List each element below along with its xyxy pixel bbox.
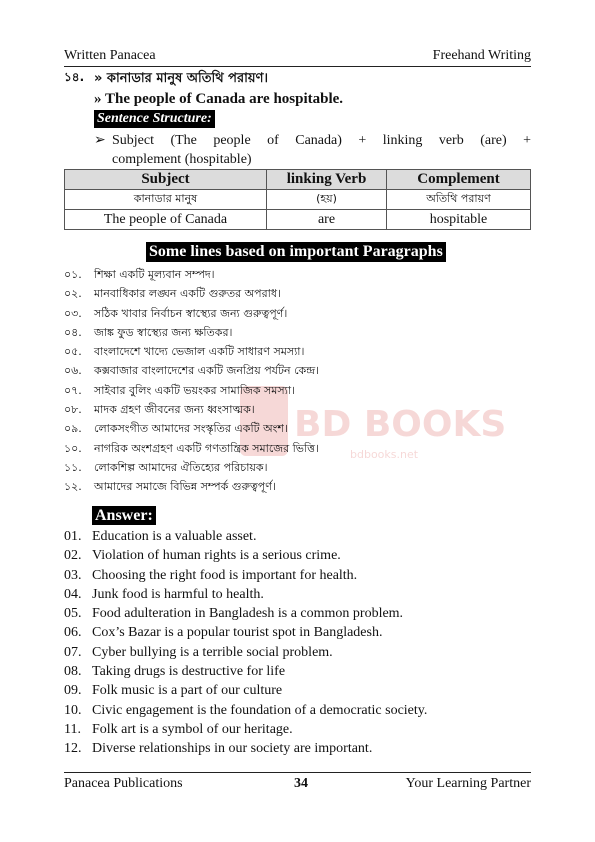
structure-word: Subject [112, 133, 154, 148]
list-item [64, 265, 319, 284]
question-english: » The people of Canada are hospitable. [94, 91, 344, 107]
item-text: সঠিক খাবার নির্বাচন স্বাস্থ্যের জন্য গুরুত্বপূর্ণ। [94, 306, 288, 320]
item-number: 11. [64, 721, 81, 737]
item-number: 02. [64, 548, 82, 564]
answers-list [64, 527, 427, 759]
item-number: 08. [64, 664, 82, 680]
item-text: Junk food is harmful to health. [92, 586, 264, 602]
item-text: Food adulteration in Bangladesh is a common problem. [92, 606, 404, 622]
item-text: Diverse relationships in our society are important. [92, 741, 373, 757]
structure-word: of [267, 133, 279, 148]
table-cell: are [267, 210, 387, 230]
header-right: Freehand Writing [432, 48, 531, 63]
item-number: ০৫. [64, 345, 82, 359]
bangla-lines-list [64, 265, 319, 497]
list-item [64, 458, 319, 477]
item-number: ০২. [64, 287, 82, 301]
table-row [65, 210, 531, 230]
section-title: Some lines based on important Paragraphs [146, 242, 446, 262]
table-header: Complement [387, 170, 531, 190]
list-item [64, 739, 427, 758]
list-item [64, 701, 427, 720]
item-text: সাইবার বুলিং একটি ভয়ংকর সামাজিক সমস্যা। [94, 383, 295, 397]
item-text: আমাদের সমাজে বিভিন্ন সম্পর্ক গুরুত্বপূর্ণ। [94, 480, 276, 494]
list-item [64, 342, 319, 361]
item-text: বাংলাদেশে খাদ্যে ভেজাল একটি সাধারণ সমস্যা। [94, 345, 305, 359]
table-cell: অতিথি পরায়ণ [387, 190, 531, 210]
structure-word: Canada) [295, 133, 342, 148]
watermark-url: bdbooks.net [350, 448, 419, 461]
structure-word: people [213, 133, 251, 148]
structure-word: (are) [480, 133, 507, 148]
structure-word: (The [170, 133, 197, 148]
item-number: 01. [64, 529, 82, 544]
item-text: Education is a valuable asset. [92, 529, 257, 544]
item-number: ১১. [64, 460, 82, 474]
item-text: নাগরিক অংশগ্রহণ একটি গণতান্ত্রিক সমাজের ভিত্তি। [94, 441, 319, 455]
question-bangla: » কানাডার মানুষ অতিথি পরায়ণ। [94, 71, 269, 86]
list-item [64, 400, 319, 419]
table-cell: কানাডার মানুষ [65, 190, 267, 210]
structure-line-2: complement (hospitable) [112, 152, 252, 167]
item-number: ০৯. [64, 422, 82, 436]
item-number: 04. [64, 586, 82, 602]
item-text: Civic engagement is the foundation of a democratic society. [92, 702, 428, 718]
item-text: লোকসংগীত আমাদের সংস্কৃতির একটি অংশ। [94, 422, 288, 436]
list-item [64, 381, 319, 400]
list-item [64, 566, 427, 585]
footer-rule [64, 772, 531, 773]
item-number: ০৮. [64, 403, 82, 417]
list-item [64, 643, 427, 662]
item-number: ০১. [64, 268, 82, 281]
item-text: Cyber bullying is a terrible social problem. [92, 644, 333, 660]
list-item [64, 546, 427, 565]
item-number: 06. [64, 625, 82, 641]
item-number: ০৩. [64, 306, 82, 320]
header-rule [64, 66, 531, 67]
page-footer [64, 776, 531, 794]
structure-word: + [523, 133, 531, 148]
item-text: Choosing the right food is important for health. [92, 567, 358, 583]
table-cell: The people of Canada [65, 210, 267, 230]
item-text: কক্সবাজার বাংলাদেশের একটি জনপ্রিয় পর্যটন কেন্দ্র। [94, 364, 320, 378]
item-text: লোকশিল্প আমাদের ঐতিহ্যের পরিচায়ক। [94, 460, 268, 474]
structure-word: linking [382, 133, 423, 148]
item-number: ০৪. [64, 325, 82, 339]
item-number: 10. [64, 702, 82, 718]
list-item [64, 477, 319, 496]
item-number: 05. [64, 606, 82, 622]
item-text: Violation of human rights is a serious crime. [92, 548, 341, 564]
watermark-text: BD BOOKS [294, 404, 507, 445]
list-item [64, 361, 319, 380]
structure-word: + [358, 133, 367, 148]
list-item [64, 585, 427, 604]
footer-left: Panacea Publications [64, 776, 183, 791]
arrow-bullet-icon: ➢ [94, 133, 106, 148]
list-item [64, 439, 319, 458]
question-number: ১৪. [64, 70, 85, 84]
list-item [64, 662, 427, 681]
page-number: 34 [294, 776, 308, 791]
page-header [64, 48, 531, 66]
item-number: ০৭. [64, 383, 82, 397]
table-header: Subject [65, 170, 267, 190]
item-text: মাদক গ্রহণ জীবনের জন্য ধ্বংসাত্মক। [94, 403, 255, 417]
list-item [64, 284, 319, 303]
item-text: Folk music is a part of our culture [92, 683, 283, 699]
item-text: Cox’s Bazar is a popular tourist spot in Bangladesh. [92, 625, 383, 641]
item-number: ০৬. [64, 364, 82, 378]
list-item [64, 323, 319, 342]
structure-table [64, 169, 531, 230]
header-left: Written Panacea [64, 48, 156, 63]
list-item [64, 681, 427, 700]
list-item [64, 419, 319, 438]
item-number: ১০. [64, 441, 82, 455]
item-number: ১২. [64, 480, 82, 494]
structure-word: verb [438, 133, 464, 148]
list-item [64, 604, 427, 623]
table-row [65, 190, 531, 210]
list-item [64, 623, 427, 642]
structure-line-1 [94, 131, 531, 150]
item-text: শিক্ষা একটি মূল্যবান সম্পদ। [94, 268, 215, 281]
item-number: 12. [64, 741, 82, 757]
list-item [64, 720, 427, 739]
structure-line-1-part [94, 131, 154, 150]
item-number: 09. [64, 683, 82, 699]
table-header: linking Verb [267, 170, 387, 190]
table-cell: (হয়) [267, 190, 387, 210]
sentence-structure-text [94, 131, 531, 169]
answer-heading: Answer: [92, 506, 156, 525]
table-header-row [65, 170, 531, 190]
list-item [64, 304, 319, 323]
item-text: জাঙ্ক ফুড স্বাস্থ্যের জন্য ক্ষতিকর। [94, 325, 233, 339]
item-number: 07. [64, 644, 82, 660]
footer-right: Your Learning Partner [405, 776, 531, 791]
item-text: মানবাধিকার লঙ্ঘন একটি গুরুতর অপরাধ। [94, 287, 281, 301]
item-text: Folk art is a symbol of our heritage. [92, 721, 293, 737]
sentence-structure-heading: Sentence Structure: [94, 110, 215, 128]
item-text: Taking drugs is destructive for life [92, 664, 286, 680]
table-cell: hospitable [387, 210, 531, 230]
list-item [64, 527, 427, 546]
item-number: 03. [64, 567, 82, 583]
